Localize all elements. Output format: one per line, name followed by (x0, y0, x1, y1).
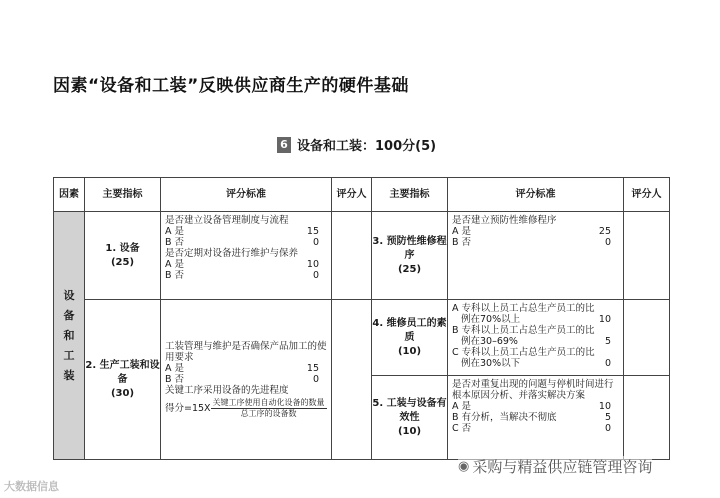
criteria-line (452, 358, 619, 369)
criteria-text: 例在70%以上 (461, 314, 521, 325)
criteria-points: 0 (312, 270, 319, 281)
criteria-text: 是否建立预防性维修程序 (452, 215, 557, 226)
criteria-staff-quality (448, 300, 624, 376)
criteria-points (595, 325, 611, 336)
header-scorer-left: 评分人 (332, 178, 372, 212)
criteria-line (452, 347, 619, 358)
criteria-line: 关键工序采用设备的先进程度 (165, 384, 289, 396)
criteria-line (165, 215, 327, 226)
page-title: 因素“设备和工装”反映供应商生产的硬件基础 (53, 76, 409, 96)
factor-char: 工 (63, 349, 75, 362)
criteria-line (452, 314, 619, 325)
criteria-equipment (161, 212, 332, 300)
criteria-points (595, 215, 611, 226)
criteria-line (452, 423, 619, 434)
criteria-text: A 是 (165, 259, 185, 270)
criteria-line (452, 237, 619, 248)
criteria-line (452, 303, 619, 314)
header-criteria-left: 评分标准 (161, 178, 332, 212)
criteria-production-tooling (161, 300, 332, 460)
criteria-line (452, 401, 619, 412)
criteria-line (165, 363, 327, 374)
factor-char: 备 (63, 309, 75, 322)
criteria-points: 0 (312, 373, 319, 385)
metric-score: (30) (110, 387, 135, 399)
criteria-points: 15 (306, 226, 319, 237)
factor-char: 设 (63, 289, 75, 302)
criteria-text: B 有分析，当解决不彻底 (452, 412, 557, 423)
metric-score: (10) (397, 345, 422, 357)
metric-staff-quality (372, 300, 448, 376)
factor-char: 装 (63, 369, 75, 382)
criteria-line (452, 336, 619, 347)
criteria-points: 0 (604, 358, 611, 369)
criteria-points (595, 303, 611, 314)
criteria-points: 10 (598, 314, 611, 325)
criteria-points: 0 (604, 237, 611, 248)
scorer-cell[interactable] (332, 212, 372, 300)
scorer-cell[interactable] (332, 300, 372, 460)
metric-production-tooling (85, 300, 161, 460)
scorer-cell[interactable] (624, 300, 670, 376)
metric-name: 1. 设备 (105, 242, 140, 254)
metric-name: 3. 预防性维修程序 (372, 235, 447, 261)
criteria-text: B 专科以上员工占总生产员工的比 (452, 325, 595, 336)
criteria-text: A 是 (452, 226, 472, 237)
formula-numerator: 关键工序使用自动化设备的数量 (212, 397, 325, 407)
criteria-line (165, 248, 327, 259)
criteria-text: 例在30%以下 (461, 358, 521, 369)
metric-score: (25) (397, 263, 422, 275)
wechat-icon: ◉ (458, 459, 470, 474)
criteria-points: 5 (604, 336, 611, 347)
criteria-tooling-effectiveness (448, 376, 624, 460)
criteria-text: 例在30–69% (461, 336, 518, 347)
criteria-line (165, 374, 327, 385)
criteria-line: 是否对重复出现的问题与停机时间进行根本原因分析、并落实解决方案 (452, 379, 614, 401)
watermark-right (458, 456, 652, 477)
criteria-text: A 是 (452, 401, 472, 412)
header-row (54, 178, 670, 212)
header-scorer-right: 评分人 (624, 178, 670, 212)
header-factor: 因素 (54, 178, 85, 212)
scorer-cell[interactable] (624, 376, 670, 460)
section-number-badge: 6 (277, 137, 291, 153)
criteria-line (165, 259, 327, 270)
scorer-cell[interactable] (624, 212, 670, 300)
metric-equipment (85, 212, 161, 300)
metric-preventive-maintenance (372, 212, 448, 300)
header-metric-left: 主要指标 (85, 178, 161, 212)
criteria-points: 15 (306, 362, 319, 374)
score-formula (165, 398, 327, 419)
criteria-points: 10 (306, 259, 319, 270)
criteria-text: A 是 (165, 362, 185, 374)
section-heading (277, 135, 436, 154)
criteria-text: A 专科以上员工占总生产员工的比 (452, 303, 595, 314)
metric-score: (10) (397, 425, 422, 437)
watermark-right-text: 采购与精益供应链管理咨询 (472, 458, 653, 476)
metric-tooling-effectiveness (372, 376, 448, 460)
criteria-points: 0 (312, 237, 319, 248)
criteria-points: 5 (604, 412, 611, 423)
watermark-left: 大数据信息 (4, 480, 59, 493)
criteria-line (165, 237, 327, 248)
criteria-line (165, 270, 327, 281)
criteria-text: B 否 (165, 270, 185, 281)
header-criteria-right: 评分标准 (448, 178, 624, 212)
criteria-points: 25 (598, 226, 611, 237)
criteria-text: 是否定期对设备进行维护与保养 (165, 248, 299, 259)
criteria-line (452, 226, 619, 237)
criteria-preventive-maintenance (448, 212, 624, 300)
header-metric-right: 主要指标 (372, 178, 448, 212)
criteria-text: C 专科以上员工占总生产员工的比 (452, 347, 595, 358)
criteria-text: C 否 (452, 423, 472, 434)
metric-name: 2. 生产工装和设备 (85, 359, 160, 385)
formula-prefix: 得分=15X (165, 402, 211, 414)
criteria-line (165, 226, 327, 237)
criteria-points: 10 (598, 401, 611, 412)
factor-char: 和 (63, 329, 75, 342)
criteria-points: 0 (604, 423, 611, 434)
criteria-points (303, 215, 319, 226)
criteria-text: B 否 (452, 237, 472, 248)
criteria-line: 工装管理与维护是否确保产品加工的使用要求 (165, 340, 327, 363)
criteria-line (452, 325, 619, 336)
criteria-text: B 否 (165, 237, 185, 248)
criteria-points (303, 248, 319, 259)
section-label: 设备和工装：100分(5) (297, 139, 437, 154)
criteria-line (452, 412, 619, 423)
scoring-table (53, 177, 670, 460)
criteria-text: A 是 (165, 226, 185, 237)
metric-name: 4. 维修员工的素质 (372, 317, 447, 343)
criteria-points (595, 347, 611, 358)
criteria-text: 是否建立设备管理制度与流程 (165, 215, 289, 226)
factor-cell (54, 212, 85, 460)
criteria-line (452, 215, 619, 226)
metric-score: (25) (110, 256, 135, 268)
metric-name: 5. 工装与设备有效性 (372, 397, 447, 423)
formula-denominator: 总工序的设备数 (240, 408, 297, 418)
criteria-text: B 否 (165, 373, 185, 385)
